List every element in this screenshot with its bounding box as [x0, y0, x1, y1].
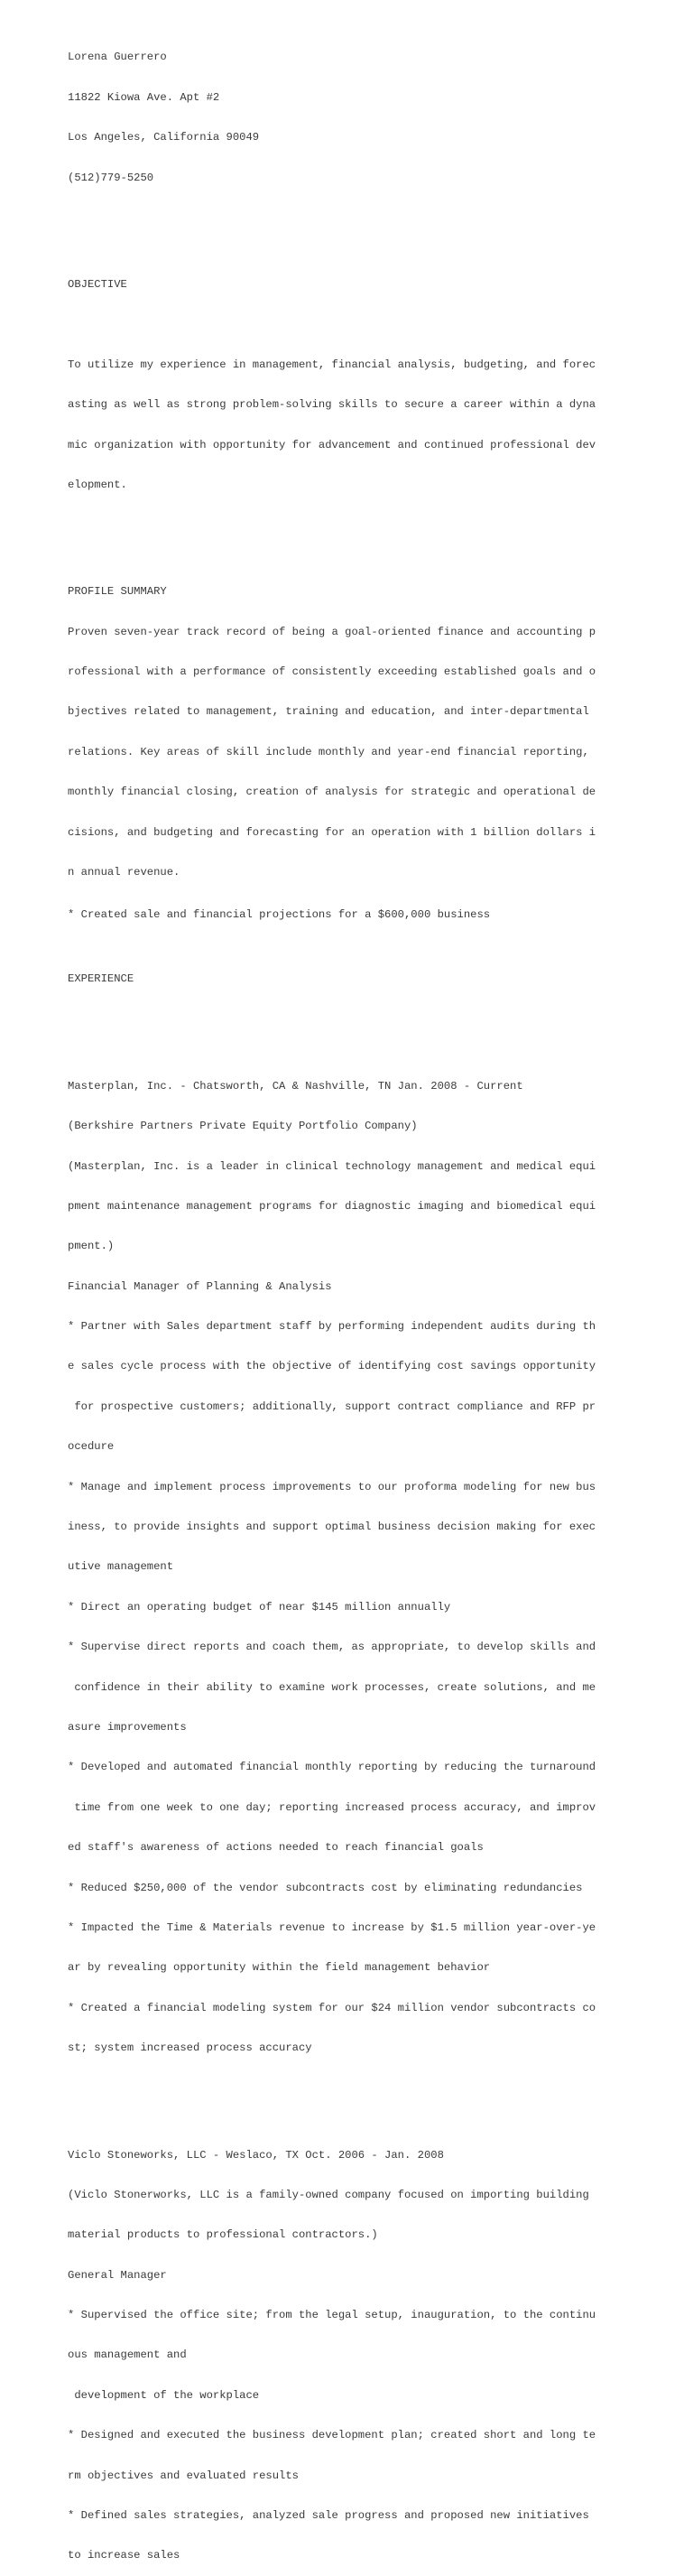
- job1-line: Financial Manager of Planning & Analysis: [68, 1279, 332, 1293]
- objective-line: asting as well as strong problem-solving skills to secure a career within a dyna: [68, 398, 596, 412]
- profile-heading: PROFILE SUMMARY: [68, 585, 167, 599]
- objective-line: To utilize my experience in management, financial analysis, budgeting, and forec: [68, 358, 596, 371]
- experience-heading: EXPERIENCE: [68, 972, 134, 986]
- job2-line: development of the workplace: [68, 2388, 260, 2402]
- job1-line: asure improvements: [68, 1721, 187, 1734]
- job1-line: * Reduced $250,000 of the vendor subcontracts cost by eliminating redundancies: [68, 1881, 583, 1894]
- job1-line: * Partner with Sales department staff by performing independent audits during th: [68, 1320, 596, 1334]
- contact-name: Lorena Guerrero: [68, 51, 167, 64]
- objective-line: elopment.: [68, 478, 127, 491]
- job2-line: rm objectives and evaluated results: [68, 2469, 299, 2482]
- job1-line: time from one week to one day; reporting increased process accuracy, and improv: [68, 1800, 596, 1814]
- spacer: [68, 1013, 681, 1027]
- job1-line: (Masterplan, Inc. is a leader in clinical technology management and medical equi: [68, 1159, 596, 1173]
- job1-line: * Manage and implement process improvements to our proforma modeling for new bus: [68, 1480, 596, 1493]
- contact-address-line-1: 11822 Kiowa Ave. Apt #2: [68, 90, 220, 104]
- spacer: [68, 211, 681, 225]
- job1-line: pment maintenance management programs for diagnostic imaging and biomedical equi: [68, 1199, 596, 1213]
- job2-line: * Supervised the office site; from the legal setup, inauguration, to the continu: [68, 2309, 596, 2322]
- job1-line: * Created a financial modeling system for our $24 million vendor subcontracts co: [68, 2001, 596, 2014]
- job1-line: * Impacted the Time & Materials revenue to increase by $1.5 million year-over-ye: [68, 1920, 596, 1934]
- job1-line: pment.): [68, 1240, 115, 1253]
- spacer: [68, 2082, 681, 2096]
- job1-line: (Berkshire Partners Private Equity Portfolio Company): [68, 1120, 418, 1133]
- resume-document: [68, 11, 681, 2576]
- contact-phone: (512)779-5250: [68, 171, 154, 184]
- job2-line: Viclo Stoneworks, LLC - Weslaco, TX Oct. 2006 - Jan. 2008: [68, 2148, 444, 2162]
- job2-line: (Viclo Stonerworks, LLC is a family-owned company focused on importing building: [68, 2188, 589, 2201]
- job1-line: iness, to provide insights and support optimal business decision making for exec: [68, 1520, 596, 1534]
- job1-line: ar by revealing opportunity within the field management behavior: [68, 1961, 491, 1975]
- spacer: [68, 318, 681, 331]
- job1-line: * Developed and automated financial monthly reporting by reducing the turnaround: [68, 1761, 596, 1774]
- job1-line: * Direct an operating budget of near $145 million annually: [68, 1600, 451, 1613]
- job1-line: * Supervise direct reports and coach them, as appropriate, to develop skills and: [68, 1641, 596, 1654]
- profile-line: cisions, and budgeting and forecasting for an operation with 1 billion dollars i: [68, 825, 596, 839]
- profile-line: rofessional with a performance of consistently exceeding established goals and o: [68, 665, 596, 679]
- job2-line: * Defined sales strategies, analyzed sale progress and proposed new initiatives: [68, 2509, 589, 2523]
- job1-line: confidence in their ability to examine work processes, create solutions, and me: [68, 1680, 596, 1694]
- job2-line: General Manager: [68, 2268, 167, 2282]
- job2-line: to increase sales: [68, 2549, 180, 2562]
- job2-line: ous management and: [68, 2348, 187, 2362]
- job1-line: Masterplan, Inc. - Chatsworth, CA & Nashville, TN Jan. 2008 - Current: [68, 1079, 523, 1093]
- profile-line: bjectives related to management, training and education, and inter-departmental: [68, 705, 589, 719]
- job1-line: utive management: [68, 1560, 174, 1574]
- profile-line: Proven seven-year track record of being a goal-oriented finance and accounting p: [68, 625, 596, 638]
- spacer: [68, 518, 681, 532]
- job2-line: material products to professional contractors.): [68, 2228, 378, 2242]
- job1-line: ocedure: [68, 1440, 115, 1454]
- job1-line: ed staff's awareness of actions needed to reach financial goals: [68, 1841, 484, 1855]
- profile-line: monthly financial closing, creation of analysis for strategic and operational de: [68, 786, 596, 799]
- job2-line: * Designed and executed the business development plan; created short and long te: [68, 2429, 596, 2442]
- job1-line: for prospective customers; additionally, support contract compliance and RFP pr: [68, 1400, 596, 1413]
- job1-line: e sales cycle process with the objective of identifying cost savings opportunity: [68, 1360, 596, 1373]
- profile-line: n annual revenue.: [68, 866, 180, 879]
- profile-line: relations. Key areas of skill include monthly and year-end financial reporting,: [68, 745, 589, 758]
- contact-address-line-2: Los Angeles, California 90049: [68, 131, 260, 144]
- job1-line: st; system increased process accuracy: [68, 2041, 312, 2055]
- job2-trailing-bullet: * Created sale and financial projections for a $600,000 business: [68, 908, 491, 921]
- objective-heading: OBJECTIVE: [68, 277, 127, 291]
- objective-line: mic organization with opportunity for advancement and continued professional dev: [68, 438, 596, 451]
